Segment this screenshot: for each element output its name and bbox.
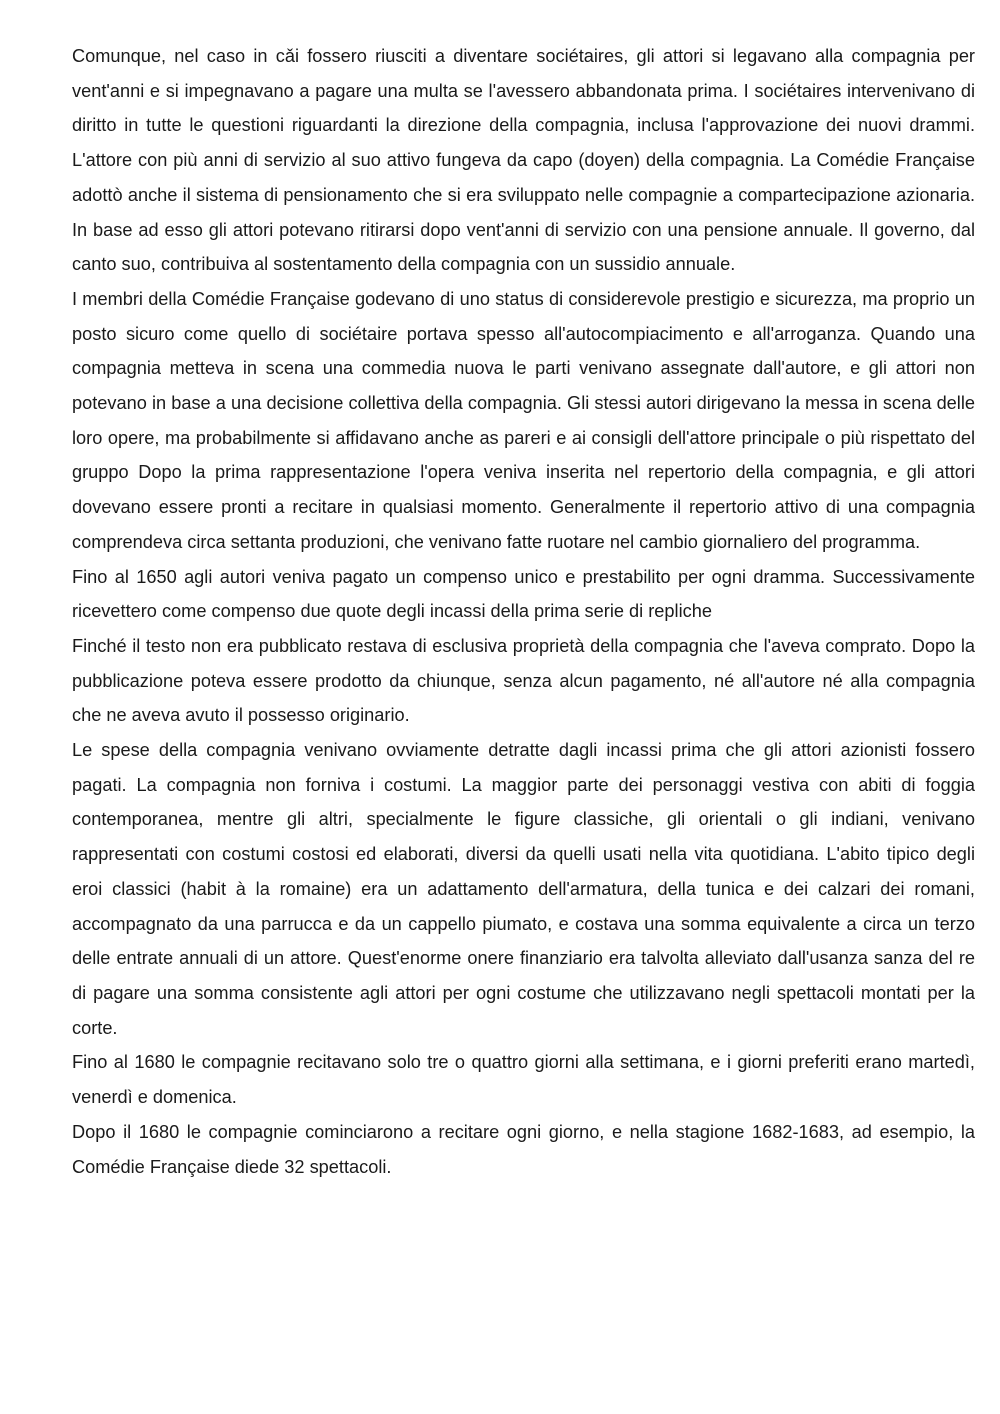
paragraph-1: Comunque, nel caso in cǎi fossero riusciti a diventare sociétaires, gli attori si legavano alla compagnia per vent'anni e si impegnavano a pagare una multa se l'avessero abbandonata prima. I sociétaires intervenivano di diritto in tutte le questioni riguardanti la direzione della compagnia, inclusa l'approvazione dei nuovi drammi. L'attore con più anni di servizio al suo attivo fungeva da capo (doyen) della compagnia. La Comédie Française adottò anche il sistema di pensionamento che si era sviluppato nelle compagnie a compartecipazione azionaria. In base ad esso gli attori potevano ritirarsi dopo vent'anni di servizio con una pensione annuale. Il governo, dal canto suo, contribuiva al sostentamento della compagnia con un sussidio annuale.: [72, 46, 975, 275]
paragraph-6: Fino al 1680 le compagnie recitavano solo tre o quattro giorni alla settimana, e i giorni preferiti erano martedì, venerdì e domenica.: [72, 1052, 975, 1108]
document-page: [72, 39, 975, 1184]
paragraph-4: Finché il testo non era pubblicato restava di esclusiva proprietà della compagnia che l'aveva comprato. Dopo la pubblicazione poteva essere prodotto da chiunque, senza alcun pagamento, né all'autore né alla compagnia che ne aveva avuto il possesso originario.: [72, 635, 975, 726]
paragraph-2: I membri della Comédie Française godevano di uno status di considerevole prestigio e sicurezza, ma proprio un posto sicuro come quello di sociétaire portava spesso all'autocompiacimento e all'arroganza. Quando una compagnia metteva in scena una commedia nuova le parti venivano assegnate dall'autore, e gli attori non potevano in base a una decisione collettiva della compagnia. Gli stessi autori dirigevano la messa in scena delle loro opere, ma probabilmente si affidavano anche as pareri e ai consigli dell'attore principale o più rispettato del gruppo Dopo la prima rappresentazione l'opera veniva inserita nel repertorio della compagnia, e gli attori dovevano essere pronti a recitare in qualsiasi momento. Generalmente il repertorio attivo di una compagnia comprendeva circa settanta produzioni, che venivano fatte ruotare nel cambio giornaliero del programma.: [72, 288, 975, 552]
paragraph-5: Le spese della compagnia venivano ovviamente detratte dagli incassi prima che gli attori azionisti fossero pagati. La compagnia non forniva i costumi. La maggior parte dei personaggi vestiva con abiti di foggia contemporanea, mentre gli altri, specialmente le figure classiche, gli orientali o gli indiani, venivano rappresentati con costumi costosi ed elaborati, diversi da quelli usati nella vita quotidiana. L'abito tipico degli eroi classici (habit à la romaine) era un adattamento dell'armatura, della tunica e dei calzari dei romani, accompagnato da una parrucca e da un cappello piumato, e costava una somma equivalente a circa un terzo delle entrate annuali di un attore. Quest'enorme onere finanziario era talvolta alleviato dall'usanza sanza del re di pagare una somma consistente agli attori per ogni costume che utilizzavano negli spettacoli montati per la corte.: [72, 740, 975, 1038]
paragraph-3: Fino al 1650 agli autori veniva pagato un compenso unico e prestabilito per ogni dramma. Successivamente ricevettero come compenso due quote degli incassi della prima serie di repliche: [72, 566, 975, 622]
paragraph-7: Dopo il 1680 le compagnie cominciarono a recitare ogni giorno, e nella stagione 1682-1683, ad esempio, la Comédie Française diede 32 spettacoli.: [72, 1121, 975, 1177]
